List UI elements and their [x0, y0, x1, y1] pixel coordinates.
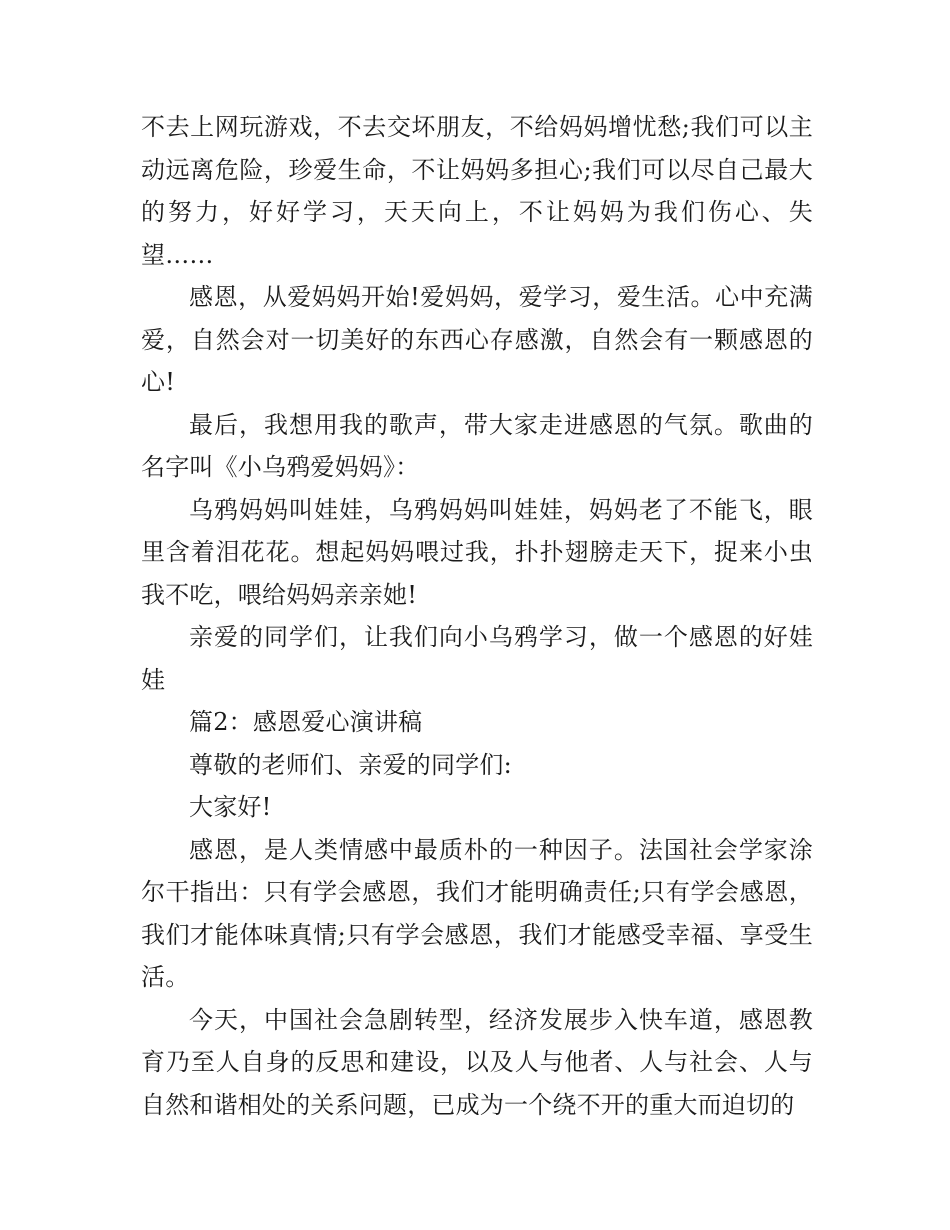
- greeting: 大家好!: [189, 793, 272, 821]
- salutation: 尊敬的老师们、亲爱的同学们:: [189, 750, 512, 779]
- song-lyrics: 乌鸦妈妈叫娃娃，乌鸦妈妈叫娃娃，妈妈老了不能飞，眼里含着泪花花。想起妈妈喂过我，扑扑翅膀走天下，捉来小虫我不吃，喂给妈妈亲亲她!: [141, 495, 813, 609]
- paragraph: 最后，我想用我的歌声，带大家走进感恩的气氛。歌曲的名字叫《小乌鸦爱妈妈》：: [141, 410, 813, 481]
- paragraph: 亲爱的同学们，让我们向小乌鸦学习，做一个感恩的好娃娃: [141, 623, 813, 694]
- document-body: [141, 106, 813, 1126]
- paragraph: 今天，中国社会急剧转型，经济发展步入快车道，感恩教育乃至人自身的反思和建设，以及人与他者、人与社会、人与自然和谐相处的关系问题，已成为一个绕不开的重大而迫切的: [141, 1005, 813, 1119]
- paragraph: 感恩，是人类情感中最质朴的一种因子。法国社会学家涂尔干指出：只有学会感恩，我们才能明确责任;只有学会感恩，我们才能体味真情;只有学会感恩，我们才能感受幸福、享受生活。: [141, 835, 813, 991]
- section-heading: 篇2：感恩爱心演讲稿: [189, 708, 423, 736]
- paragraph: 感恩，从爱妈妈开始!爱妈妈，爱学习，爱生活。心中充满爱，自然会对一切美好的东西心存感激，自然会有一颗感恩的心!: [141, 283, 813, 396]
- paragraph-continued: 不去上网玩游戏，不去交坏朋友，不给妈妈增忧愁;我们可以主动远离危险，珍爱生命，不让妈妈多担心;我们可以尽自己最大的努力，好好学习，天天向上，不让妈妈为我们伤心、失望……: [141, 113, 813, 269]
